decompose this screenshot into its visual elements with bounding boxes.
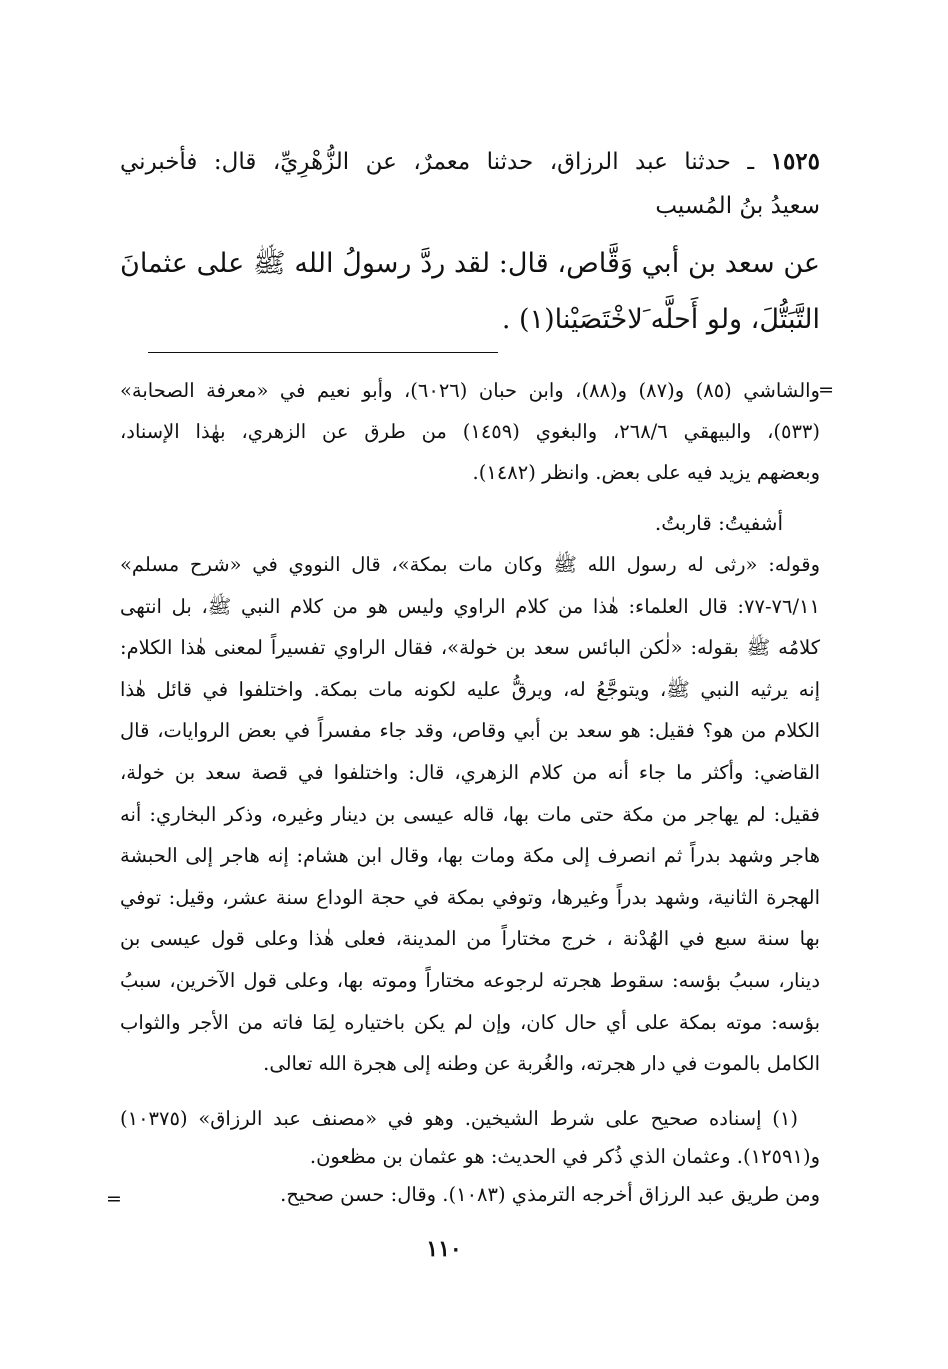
commentary-line: إنه يرثيه النبي ﷺ، ويتوجَّعُ له، ويرقُّ عليه لكونه مات بمكة. واختلفوا في قائل هٰذا [120,677,820,701]
commentary-line: ٧٦/١١-٧٧: قال العلماء: هٰذا من كلام الراوي وليس هو من كلام النبي ﷺ، بل انتهى [120,594,820,618]
commentary-line: الهجرة الثانية، وشهد بدراً وغيرها، وتوفي بمكة في حجة الوداع سنة عشر، وقيل: توفي [120,885,820,909]
hadith-matn [120,236,820,348]
page-number: ١١٠ [426,1236,462,1262]
continued-footnote [120,370,820,493]
continuation-mark: = [818,379,834,401]
footnote-line: ومن طريق عبد الرزاق أخرجه الترمذي (١٠٨٣). وقال: حسن صحيح. [280,1183,820,1206]
footnote-line: و(١٢٥٩١). وعثمان الذي ذُكر في الحديث: هو عثمان بن مظعون. [309,1145,820,1168]
footnote-line: وبعضهم يزيد فيه على بعض. وانظر (١٤٨٢). [472,461,820,484]
commentary-line: بها سنة سبع في الهُدْنة ، خرج مختاراً من المدينة، فعلى هٰذا وعلى قول عيسى بن [120,927,820,951]
isnad-text: ـ حدثنا عبد الرزاق، حدثنا معمرٌ، عن الزُّهْرِيِّ، قال: فأخبرني [120,149,755,175]
commentary-line: بؤسه: موته بمكة على أي حال كان، وإن لم يكن باختياره لِمَا فاته من الأجر والثواب [120,1010,820,1034]
commentary-line: كلامُه ﷺ بقوله: «لٰكن البائس سعد بن خولة»، فقال الراوي تفسيراً لمعنى هٰذا الكلام: [120,636,820,660]
commentary-line: فقيل: لم يهاجر من مكة حتى مات بها، قاله عيسى بن دينار وغيره، وذكر البخاري: أنه [120,802,820,826]
commentary-line: هاجر وشهد بدراً ثم انصرف إلى مكة ومات بها، وقال ابن هشام: إنه هاجر إلى الحبشة [120,844,820,868]
commentary-line: الكلام من هو؟ فقيل: هو سعد بن أبي وقاص، وقد جاء مفسراً في بعض الروايات، قال [120,719,820,743]
isnad-line: سعيدُ بنُ المُسيب [655,193,820,219]
matn-line: التَّبَتُّلَ، ولو أَحلَّه َلاخْتَصَيْنا(١) . [501,304,820,335]
matn-line: عن سعد بن أبي وَقَّاص، قال: لقد ردَّ رسولُ الله ﷺ على عثمانَ [120,248,820,279]
commentary-line: القاضي: وأكثر ما جاء أنه من كلام الزهري، قال: واختلفوا في قصة سعد بن خولة، [120,760,820,784]
hadith-number: ١٥٢٥ [770,148,821,175]
isnad-line [120,140,820,184]
hadith-isnad [120,140,820,228]
footnote-1 [120,1100,820,1214]
word-gloss [655,503,783,543]
footnote-separator [148,352,498,353]
footnote-line: (١) إسناده صحيح على شرط الشيخين. وهو في «مصنف عبد الرزاق» (١٠٣٧٥) [120,1107,798,1130]
continuation-mark: = [106,1188,122,1210]
footnote-line: والشاشي (٨٥) و(٨٧) و(٨٨)، وابن حبان (٦٠٢٦)، وأبو نعيم في «معرفة الصحابة» [120,379,820,402]
commentary-line: وقوله: «رثى له رسول الله ﷺ وكان مات بمكة»، قال النووي في «شرح مسلم» [120,553,820,576]
commentary-line: الكامل بالموت في دار هجرته، والغُربة عن وطنه إلى هجرة الله تعالى. [263,1052,820,1076]
commentary-line: دينار، سببُ بؤسه: سقوط هجرته لرجوعه مختاراً وموته بها، وعلى قول الآخرين، سببُ [120,968,820,992]
commentary [120,544,820,1085]
gloss-text: أشفيتُ: قاربتُ. [654,511,783,535]
footnote-line: (٥٣٣)، والبيهقي ٢٦٨/٦، والبغوي (١٤٥٩) من طرق عن الزهري، بهٰذا الإسناد، [120,420,820,443]
